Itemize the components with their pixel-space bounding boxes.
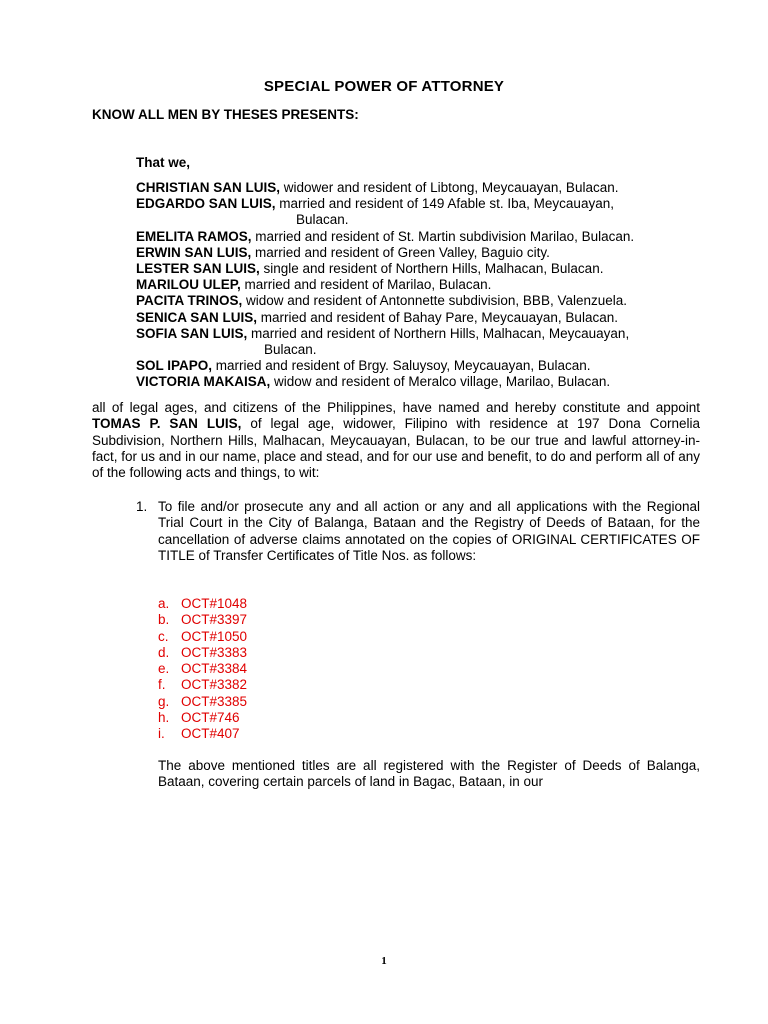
item-text: To file and/or prosecute any and all action or any and all applications with the Regional Trial Court in the City of Balanga, Bataan and the Registry of Deeds of Bataan, for the cancellation of adverse claims annotated on the copies of ORIGINAL CERTIFICATES OF TITLE of Transfer Certificates of Title Nos. as follows: bbox=[158, 499, 700, 563]
grantor-desc: married and resident of Marilao, Bulacan. bbox=[240, 277, 492, 293]
title-number: OCT#407 bbox=[181, 726, 240, 742]
grantor-name: SENICA SAN LUIS, bbox=[136, 309, 258, 325]
list-letter: e. bbox=[158, 661, 170, 677]
list-item bbox=[158, 710, 247, 726]
list-item bbox=[158, 661, 247, 677]
grantor-name: SOL IPAPO, bbox=[136, 358, 213, 374]
list-letter: b. bbox=[158, 612, 170, 628]
appointment-paragraph bbox=[92, 400, 700, 481]
grantor-row bbox=[136, 245, 716, 261]
grantor-name: PACITA TRINOS, bbox=[136, 293, 243, 309]
title-list bbox=[158, 596, 247, 743]
title-number: OCT#1048 bbox=[181, 596, 248, 611]
grantor-desc: married and resident of Northern Hills, Malhacan, Meycauayan, bbox=[247, 325, 630, 341]
title-number: OCT#3382 bbox=[181, 677, 248, 693]
list-item bbox=[158, 645, 247, 661]
grantor-desc: married and resident of Green Valley, Baguio city. bbox=[251, 244, 550, 260]
grantor-desc: widow and resident of Antonnette subdivision, BBB, Valenzuela. bbox=[242, 293, 627, 309]
appointment-text-2: of legal age, widower, Filipino with residence at 197 Dona Cornelia Subdivision, Northern Hills, Malhacan, Meycauayan, Bulacan, to be our true and lawful attorney-in-fact, for us and in our name, place and stead, and for our use and benefit, to do and perform all of any of the following acts and things, to wit: bbox=[92, 416, 701, 481]
title-number: OCT#3384 bbox=[181, 661, 248, 677]
grantor-row bbox=[136, 326, 716, 342]
grantor-desc-continued: Bulacan. bbox=[296, 212, 349, 228]
list-letter: g. bbox=[158, 693, 170, 709]
title-number: OCT#3385 bbox=[181, 693, 248, 709]
grantor-name: VICTORIA MAKAISA, bbox=[136, 374, 271, 390]
list-letter: f. bbox=[158, 677, 166, 693]
list-letter: h. bbox=[158, 710, 170, 726]
list-item bbox=[158, 694, 247, 710]
grantor-row bbox=[136, 374, 716, 390]
grantor-row bbox=[136, 310, 716, 326]
grantor-desc: widower and resident of Libtong, Meycauayan, Bulacan. bbox=[280, 180, 619, 195]
list-letter: i. bbox=[158, 726, 165, 742]
document-title: SPECIAL POWER OF ATTORNEY bbox=[263, 78, 505, 95]
grantor-name: ERWIN SAN LUIS, bbox=[136, 244, 252, 260]
title-number: OCT#3383 bbox=[181, 644, 248, 660]
grantor-desc: widow and resident of Meralco village, Marilao, Bulacan. bbox=[270, 374, 611, 390]
list-item bbox=[158, 677, 247, 693]
grantor-list bbox=[136, 180, 716, 391]
grantor-row bbox=[136, 180, 716, 196]
title-number: OCT#1050 bbox=[181, 628, 248, 644]
grantor-desc: married and resident of Bahay Pare, Meycauayan, Bulacan. bbox=[257, 309, 618, 325]
list-item bbox=[158, 726, 247, 742]
title-number: OCT#3397 bbox=[181, 612, 248, 628]
power-item-1 bbox=[136, 499, 700, 564]
grantor-desc: married and resident of St. Martin subdivision Marilao, Bulacan. bbox=[251, 228, 635, 244]
grantor-row bbox=[136, 261, 716, 277]
grantor-row bbox=[136, 229, 716, 245]
grantor-desc: married and resident of Brgy. Saluysoy, Meycauayan, Bulacan. bbox=[212, 358, 591, 374]
list-letter: a. bbox=[158, 596, 170, 611]
know-all-heading: KNOW ALL MEN BY THESES PRESENTS: bbox=[92, 107, 359, 122]
grantor-name: EDGARDO SAN LUIS, bbox=[136, 196, 276, 212]
appointment-text-1: all of legal ages, and citizens of the Philippines, have named and hereby constitute and appoint bbox=[92, 400, 700, 415]
grantor-row bbox=[136, 358, 716, 374]
grantor-row bbox=[136, 293, 716, 309]
grantor-name: EMELITA RAMOS, bbox=[136, 228, 252, 244]
list-item bbox=[158, 612, 247, 628]
attorney-name: TOMAS P. SAN LUIS, bbox=[92, 416, 242, 432]
grantor-row bbox=[136, 196, 716, 212]
grantor-desc: single and resident of Northern Hills, Malhacan, Bulacan. bbox=[259, 261, 604, 277]
list-letter: d. bbox=[158, 644, 170, 660]
grantor-name: CHRISTIAN SAN LUIS, bbox=[136, 180, 281, 195]
that-we-heading: That we, bbox=[136, 155, 191, 170]
page-number: 1 bbox=[381, 955, 387, 967]
item-number: 1. bbox=[136, 499, 148, 514]
list-letter: c. bbox=[158, 628, 169, 644]
list-item bbox=[158, 596, 247, 612]
grantor-desc-continued: Bulacan. bbox=[264, 342, 317, 358]
closing-paragraph: The above mentioned titles are all registered with the Register of Deeds of Balanga, Bataan, covering certain parcels of land in Bagac, Bataan, in our bbox=[158, 758, 700, 790]
list-item bbox=[158, 629, 247, 645]
grantor-name: LESTER SAN LUIS, bbox=[136, 261, 260, 277]
grantor-name: SOFIA SAN LUIS, bbox=[136, 325, 248, 341]
grantor-desc: married and resident of 149 Afable st. Iba, Meycauayan, bbox=[275, 196, 614, 212]
grantor-row bbox=[136, 277, 716, 293]
title-number: OCT#746 bbox=[181, 710, 240, 726]
grantor-name: MARILOU ULEP, bbox=[136, 277, 241, 293]
